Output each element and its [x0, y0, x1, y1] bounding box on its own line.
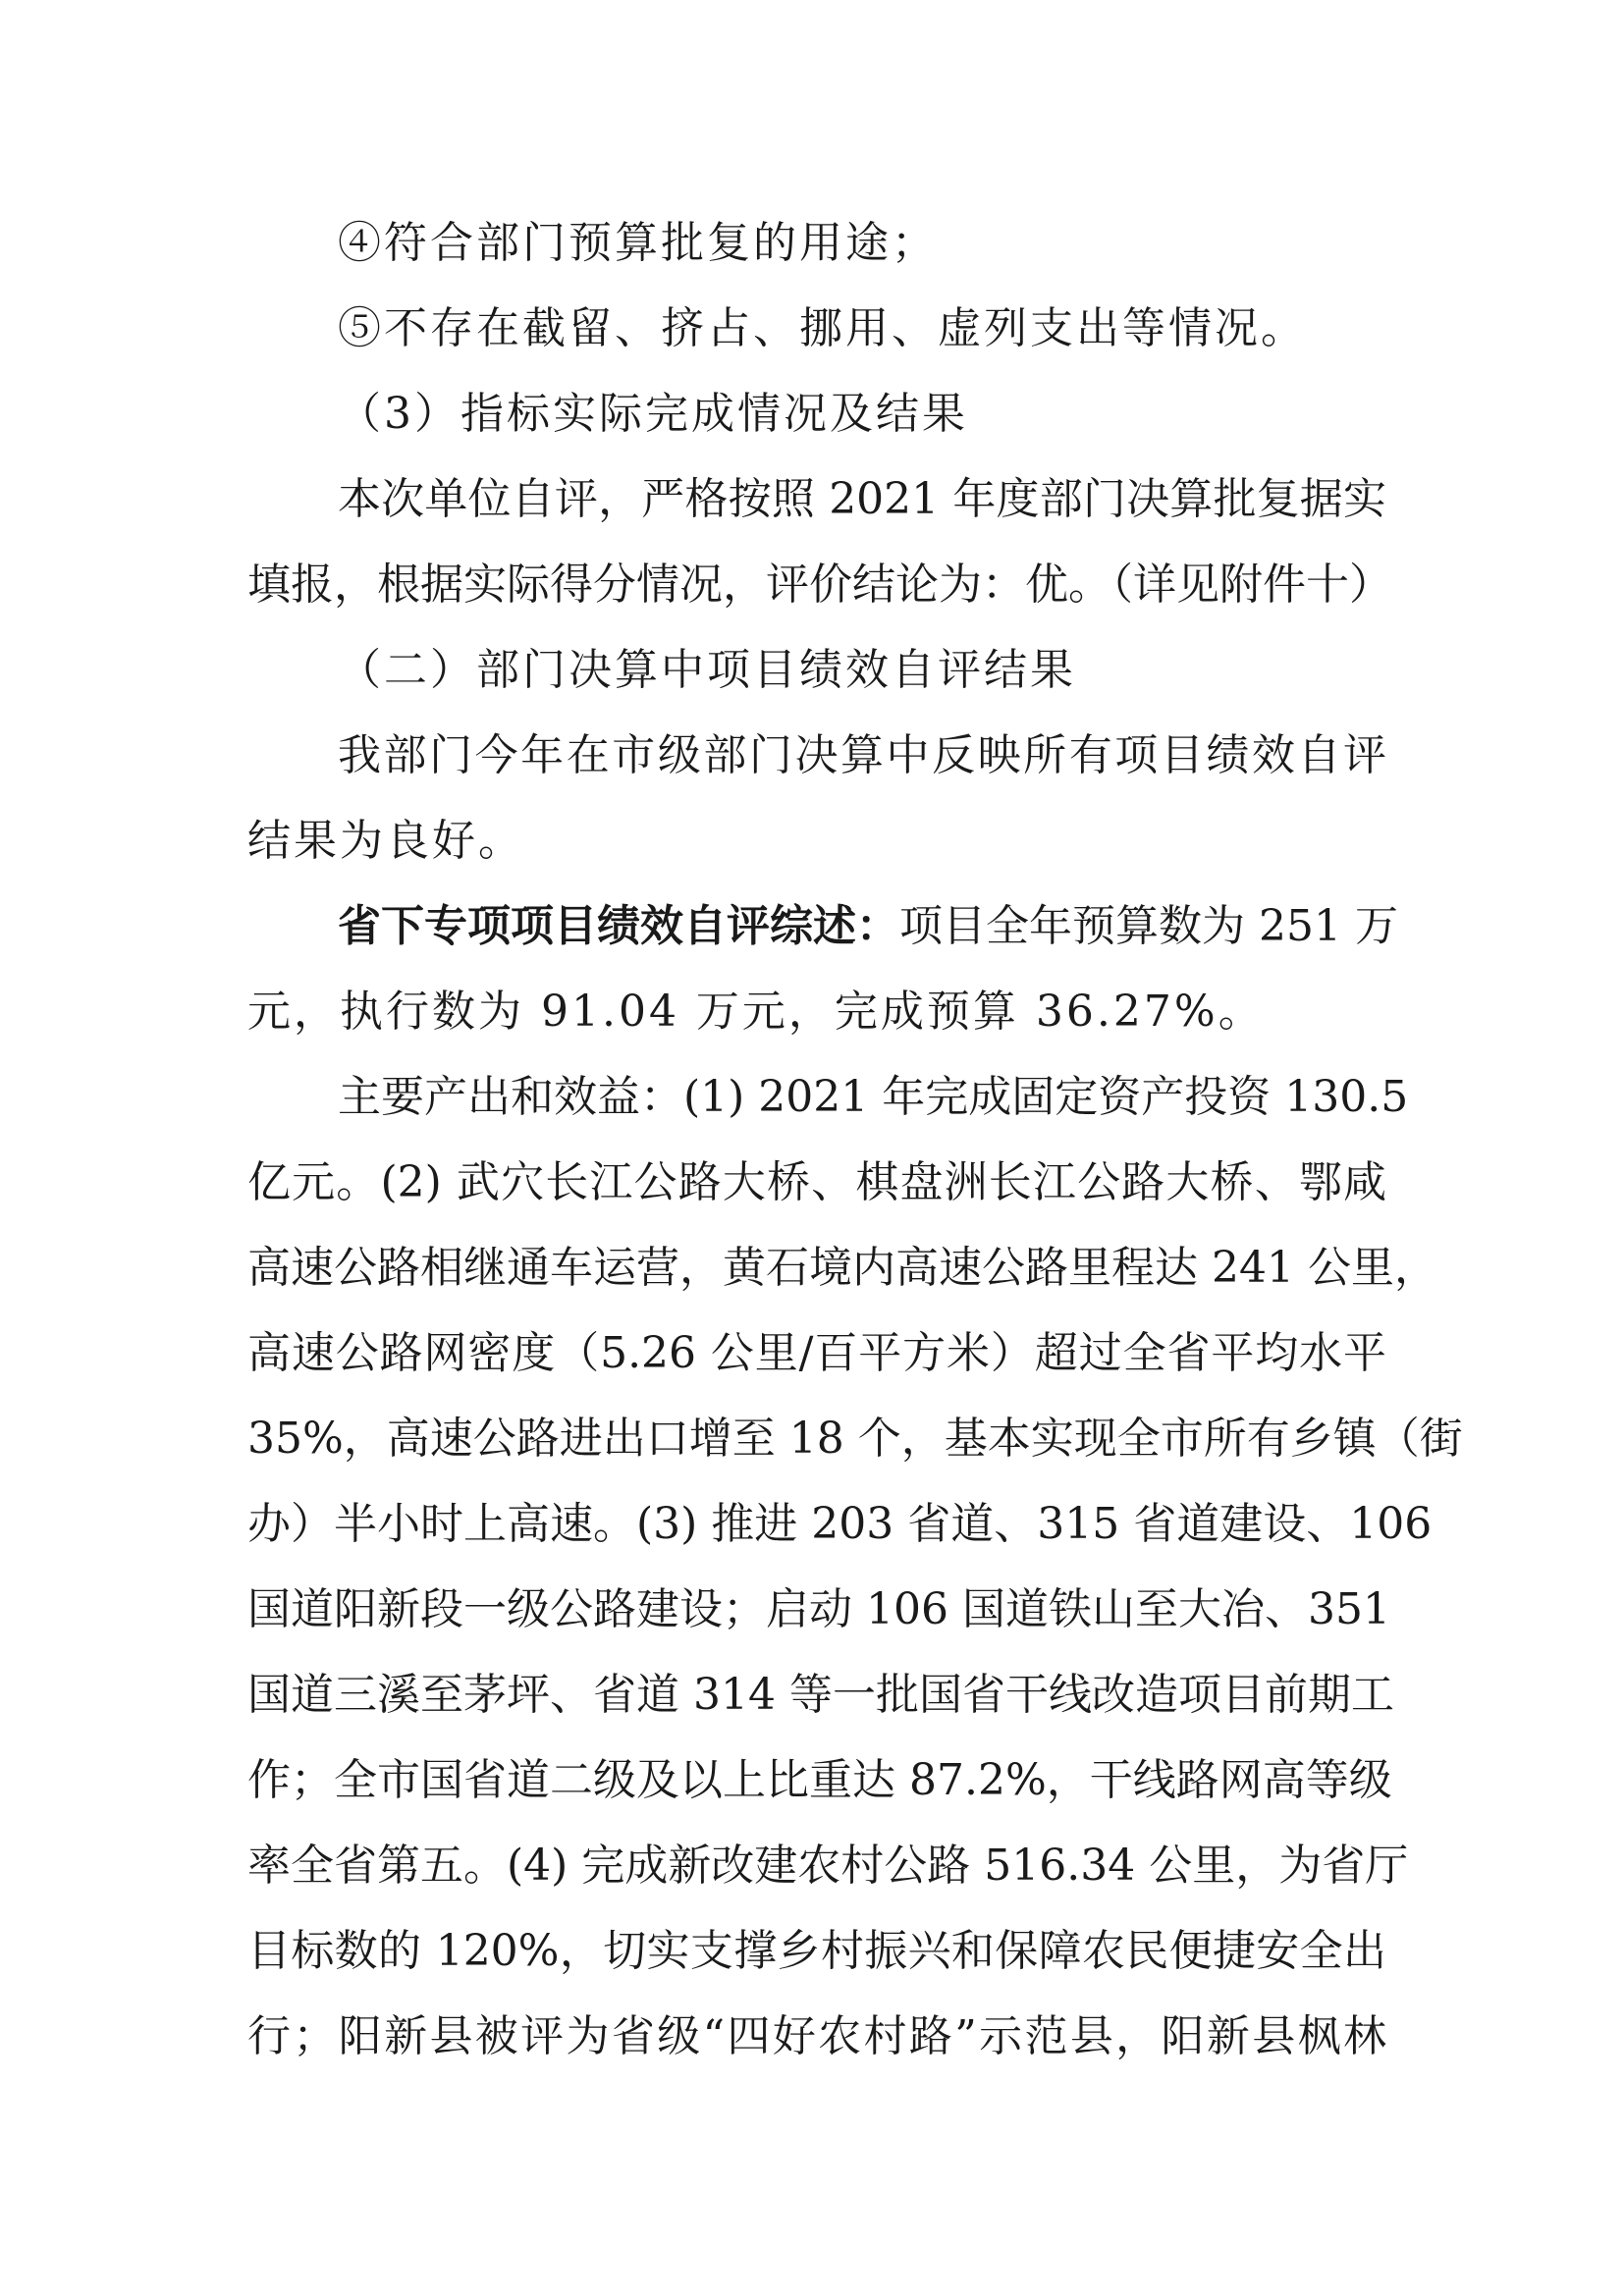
paragraph-line: ④符合部门预算批复的用途；	[338, 218, 938, 268]
paragraph-line: 国道三溪至茅坪、省道 314 等一批国省干线改造项目前期工	[247, 1670, 1394, 1720]
paragraph-line: 元，执行数为 91.04 万元，完成预算 36.27%。	[247, 987, 1265, 1037]
paragraph-line: 办）半小时上高速。(3) 推进 203 省道、315 省道建设、106	[247, 1499, 1433, 1549]
paragraph-line: 本次单位自评，严格按照 2021 年度部门决算批复据实	[338, 474, 1386, 524]
paragraph-line: 结果为良好。	[247, 816, 524, 866]
paragraph-line: 填报，根据实际得分情况，评价结论为：优。（详见附件十）	[247, 560, 1392, 610]
summary-line	[338, 897, 1398, 956]
paragraph-line: 目标数的 120%，切实支撑乡村振兴和保障农民便捷安全出	[247, 1926, 1386, 1976]
summary-text: 项目全年预算数为 251 万	[899, 901, 1398, 951]
paragraph-line: 亿元。(2) 武穴长江公路大桥、棋盘洲长江公路大桥、鄂咸	[247, 1157, 1386, 1207]
section-heading: （二）部门决算中项目绩效自评结果	[338, 645, 1076, 695]
paragraph-line: 国道阳新段一级公路建设；启动 106 国道铁山至大冶、351	[247, 1584, 1390, 1634]
paragraph-line: 高速公路相继通车运营，黄石境内高速公路里程达 241 公里，	[247, 1243, 1437, 1293]
paragraph-line: ⑤不存在截留、挤占、挪用、虚列支出等情况。	[338, 303, 1307, 353]
paragraph-line: 行；阳新县被评为省级“四好农村路”示范县，阳新县枫林	[247, 2011, 1386, 2061]
paragraph-line: 率全省第五。(4) 完成新改建农村公路 516.34 公里，为省厅	[247, 1841, 1409, 1891]
paragraph-line: 35%，高速公路进出口增至 18 个，基本实现全市所有乡镇（街	[247, 1414, 1463, 1464]
paragraph-line: 作；全市国省道二级及以上比重达 87.2%，干线路网高等级	[247, 1755, 1392, 1805]
paragraph-line: 主要产出和效益：(1) 2021 年完成固定资产投资 130.5	[338, 1072, 1409, 1122]
paragraph-line: 高速公路网密度（5.26 公里/百平方米）超过全省平均水平	[247, 1328, 1386, 1378]
section-heading: （3）指标实际完成情况及结果	[338, 389, 968, 439]
summary-heading: 省下专项项目绩效自评综述：	[338, 901, 899, 951]
paragraph-line: 我部门今年在市级部门决算中反映所有项目绩效自评	[338, 730, 1386, 780]
